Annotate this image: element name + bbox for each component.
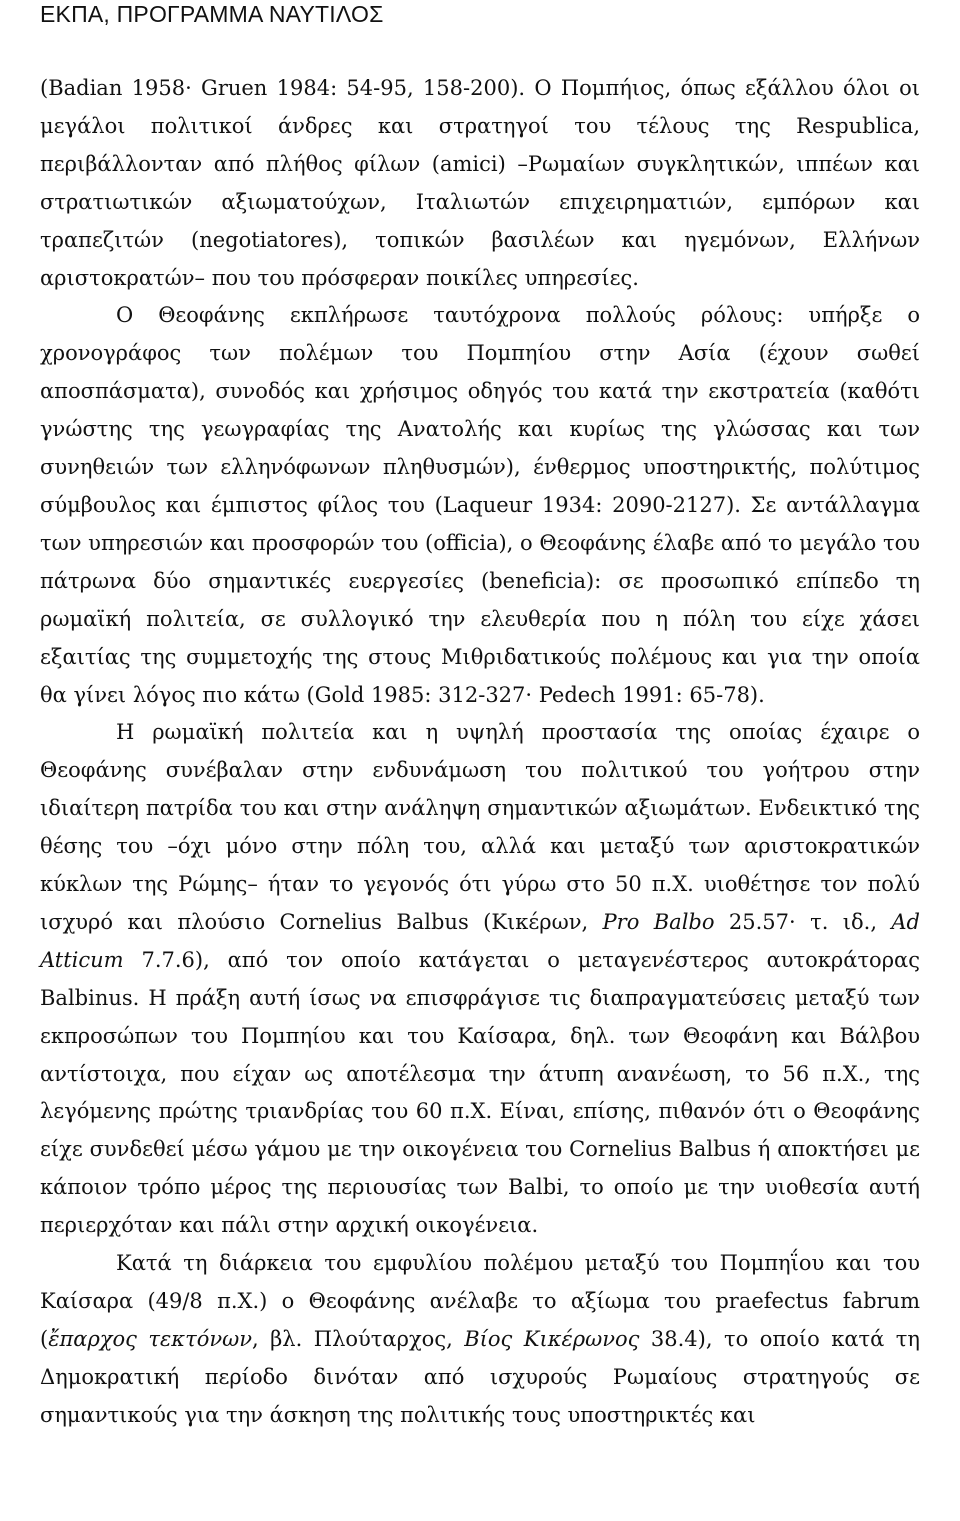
paragraph-3-text-a: Η ρωμαϊκή πολιτεία και η υψηλή προστασία της οποίας έχαιρε ο Θεοφάνης συνέβαλαν στην ενδυνάμωση του πολιτικού του γοήτρου στην ιδιαίτερη πατρίδα του και στην ανάληψη σημαντικών αξιωμάτων. Ενδεικτικό της θέσης του –όχι μόνο στην πόλη του, αλλά και μεταξύ των αριστοκρατικών κύκλων της Ρώμης– ήταν το γεγονός ότι γύρω στο 50 π.Χ. υιοθέτησε τον πολύ ισχυρό και πλούσιο Cornelius Balbus (Κικέρων, — [40, 720, 920, 934]
citation-ad-atticum: Ad Atticum — [40, 909, 920, 972]
citation-pro-balbo: Pro Balbo — [602, 909, 715, 934]
paragraph-4-text-a: Κατά τη διάρκεια του εμφυλίου πολέμου μεταξύ του Πομπηΐου και του Καίσαρα (49/8 π.Χ.) ο Θεοφάνης ανέλαβε το αξίωμα του praefectus fabrum ( — [40, 1251, 920, 1351]
document-body — [40, 70, 920, 1435]
greek-term-eparchos: ἔπαρχος τεκτόνων — [48, 1326, 252, 1351]
paragraph-4 — [40, 1245, 920, 1435]
paragraph-2: Ο Θεοφάνης εκπλήρωσε ταυτόχρονα πολλούς ρόλους: υπήρξε ο χρονογράφος των πολέμων του Πομπηίου στην Ασία (έχουν σωθεί αποσπάσματα), συνοδός και χρήσιμος οδηγός του κατά την εκστρατεία (καθότι γνώστης της γεωγραφίας της Ανατολής και κυρίως της γλώσσας και των συνηθειών των ελληνόφωνων πληθυσμών), ένθερμος υποστηρικτής, πολύτιμος σύμβουλος και έμπιστος φίλος του (Laqueur 1934: 2090-2127). Σε αντάλλαγμα των υπηρεσιών και προσφορών του (officia), ο Θεοφάνης έλαβε από το μεγάλο του πάτρωνα δύο σημαντικές ευεργεσίες (beneficia): σε προσωπικό επίπεδο τη ρωμαϊκή πολιτεία, σε συλλογικό την ελευθερία που η πόλη του είχε χάσει εξαιτίας της συμμετοχής της στους Μιθριδατικούς πολέμους και για την οποία θα γίνει λόγος πιο κάτω (Gold 1985: 312-327· Pedech 1991: 65-78). — [40, 303, 920, 707]
paragraph-3-text-b: 25.57· τ. ιδ., — [714, 909, 892, 934]
citation-bios-kikeronos: Βίος Κικέρωνος — [464, 1326, 640, 1351]
paragraph-3 — [40, 714, 920, 1245]
paragraph-4-text-c: 38.4), το οποίο κατά τη Δημοκρατική περίοδο δινόταν από ισχυρούς Ρωμαίους στρατηγούς σε σημαντικούς για την άσκηση της πολιτικής τους υποστηρικτές και — [40, 1326, 921, 1427]
running-header: ΕΚΠΑ, ΠΡΟΓΡΑΜΜΑ ΝΑΥΤΙΛΟΣ — [40, 1, 384, 27]
paragraph-1: (Badian 1958· Gruen 1984: 54-95, 158-200). Ο Πομπήιος, όπως εξάλλου όλοι οι μεγάλοι πολιτικοί άνδρες και στρατηγοί του τέλους της Respublica, περιβάλλονταν από πλήθος φίλων (amici) –Ρωμαίων συγκλητικών, ιππέων και στρατιωτικών αξιωματούχων, Ιταλιωτών επιχειρηματιών, εμπόρων και τραπεζιτών (negotiatores), τοπικών βασιλέων και ηγεμόνων, Ελλήνων αριστοκρατών– που του πρόσφεραν ποικίλες υπηρεσίες. — [40, 76, 920, 290]
paragraph-3-text-c: 7.7.6), από τον οποίο κατάγεται ο μεταγενέστερος αυτοκράτορας Balbinus. Η πράξη αυτή ίσως να επισφράγισε τις διαπραγματεύσεις μεταξύ των εκπροσώπων του Πομπηίου και του Καίσαρα, δηλ. των Θεοφάνη και Βάλβου αντίστοιχα, που είχαν ως αποτέλεσμα την άτυπη ανανέωση, το 56 π.Χ., της λεγόμενης πρώτης τριανδρίας του 60 π.Χ. Είναι, επίσης, πιθανόν ότι ο Θεοφάνης είχε συνδεθεί μέσω γάμου με την οικογένεια του Cornelius Balbus ή αποκτήσει με κάποιον τρόπο μέρος της περιουσίας των Balbi, το οποίο με την υιοθεσία αυτή περιερχόταν και πάλι στην αρχική οικογένεια. — [40, 947, 920, 1238]
paragraph-4-text-b: , βλ. Πλούταρχος, — [252, 1326, 465, 1351]
